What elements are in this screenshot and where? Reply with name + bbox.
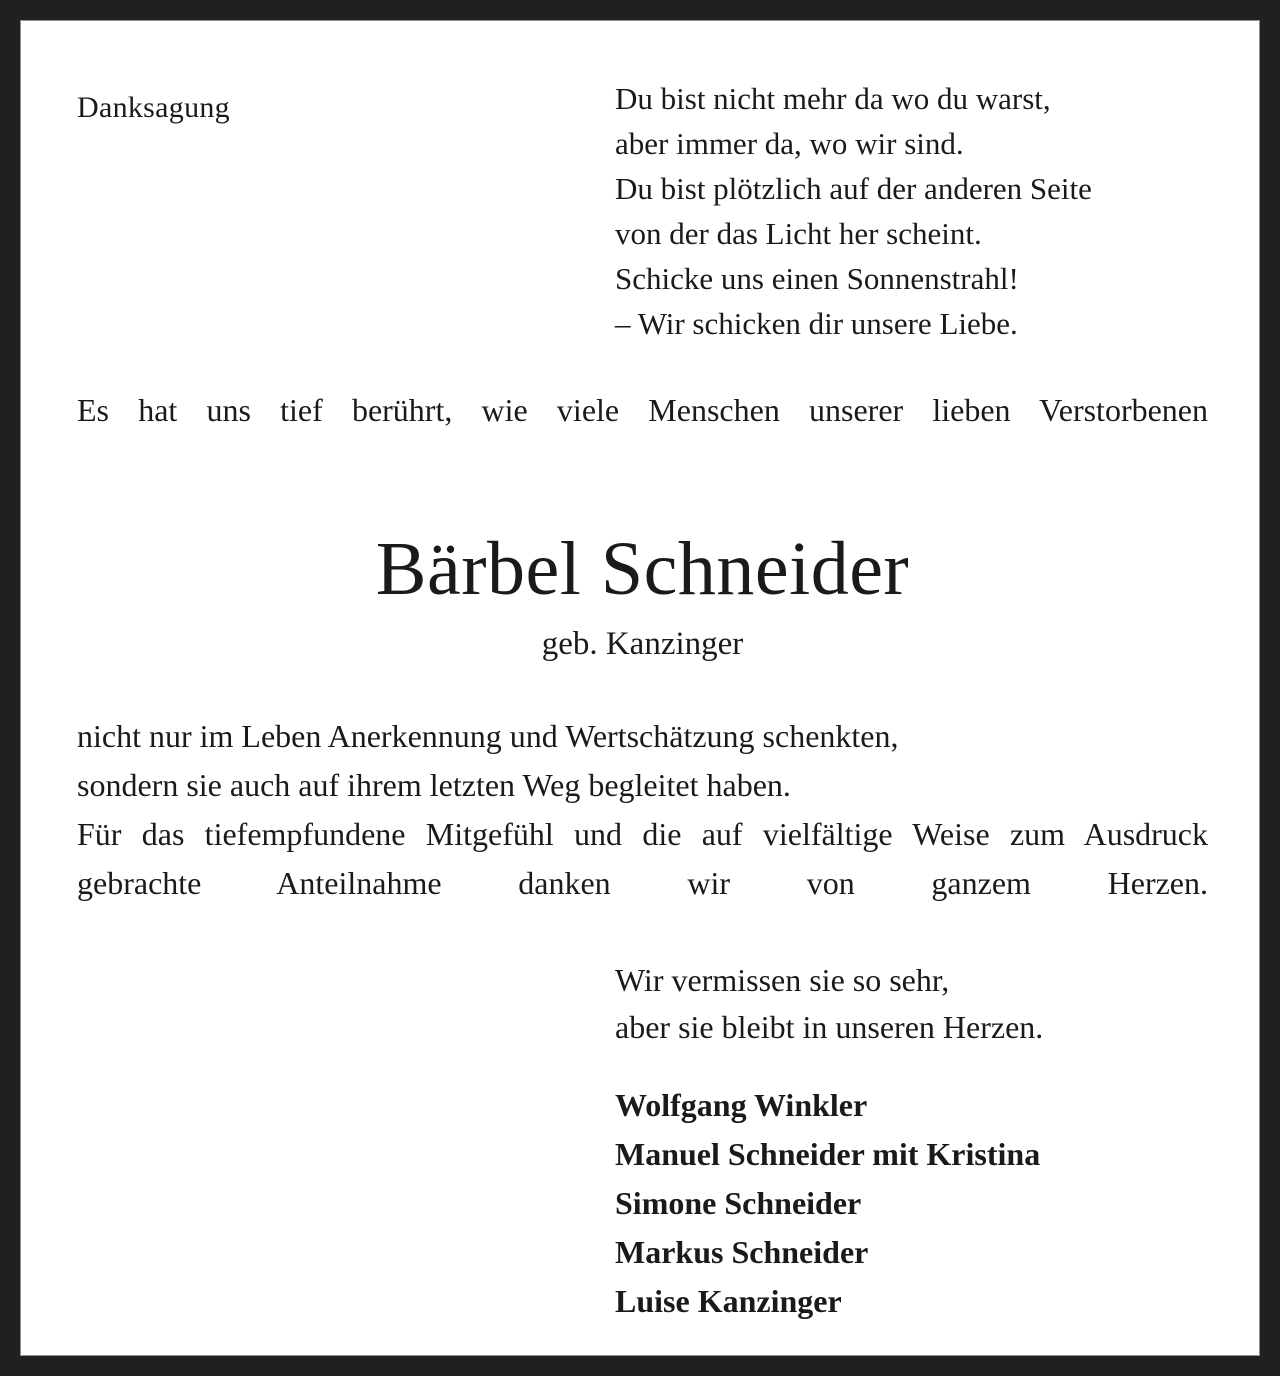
- body-lead-line: sondern sie auch auf ihrem letzten Weg begleitet haben.: [77, 767, 791, 803]
- body-lead-line: nicht nur im Leben Anerkennung und Wertschätzung schenkten,: [77, 718, 899, 754]
- notice-content: [21, 21, 1261, 1357]
- poem-line: – Wir schicken dir unsere Liebe.: [615, 306, 1018, 341]
- poem-line: Du bist nicht mehr da wo du warst,: [615, 81, 1051, 116]
- closing-line: Wir vermissen sie so sehr,: [615, 962, 950, 998]
- poem-line: Schicke uns einen Sonnenstrahl!: [615, 261, 1019, 296]
- signature-name: Markus Schneider: [615, 1234, 869, 1270]
- memorial-poem: [615, 76, 1215, 346]
- signature-list: [615, 1081, 1215, 1326]
- intro-paragraph: Es hat uns tief berührt, wie viele Menschen unserer lieben Verstorbenen: [77, 392, 1208, 428]
- notice-card: [20, 20, 1260, 1356]
- signature-name: Wolfgang Winkler: [615, 1087, 868, 1123]
- poem-line: von der das Licht her scheint.: [615, 216, 982, 251]
- body-lead-paragraph: [77, 712, 1208, 810]
- notice-heading: Danksagung: [77, 91, 230, 124]
- signature-name: Manuel Schneider mit Kristina: [615, 1136, 1041, 1172]
- deceased-name: Bärbel Schneider: [375, 527, 910, 611]
- deceased-name-block: [77, 526, 1208, 665]
- poem-line: aber immer da, wo wir sind.: [615, 126, 964, 161]
- signature-name: Simone Schneider: [615, 1185, 862, 1221]
- signature-name: Luise Kanzinger: [615, 1283, 842, 1319]
- closing-message: [615, 957, 1215, 1051]
- body-thanks-paragraph: Für das tiefempfundene Mitgefühl und die auf vielfältige Weise zum Ausdruck gebrachte Anteilnahme danken wir von ganzem Herzen.: [77, 816, 1208, 901]
- closing-line: aber sie bleibt in unseren Herzen.: [615, 1009, 1044, 1045]
- deceased-maiden-name: geb. Kanzinger: [541, 626, 744, 662]
- poem-line: Du bist plötzlich auf der anderen Seite: [615, 171, 1092, 206]
